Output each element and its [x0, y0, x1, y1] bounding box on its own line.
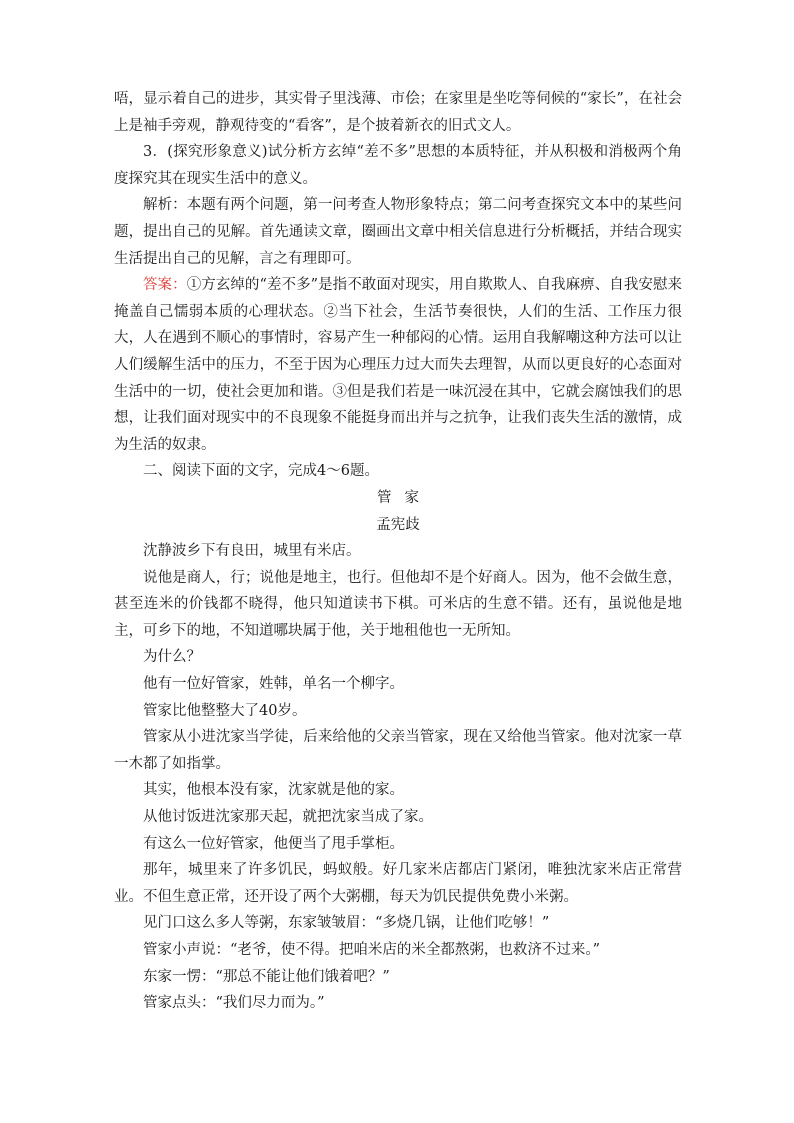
- question-3: 3．(探究形象意义)试分析方玄绰“差不多”思想的本质特征，并从积极和消极两个角度探究其在现实生活中的意义。: [114, 144, 682, 187]
- story-paragraph: 沈静波乡下有良田，城里有米店。: [143, 543, 361, 560]
- paragraph-continuation: 唔，显示着自己的进步，其实骨子里浅薄、市侩；在家里是坐吃等伺候的“家长”，在社会上是袖手旁观，静观待变的“看客”，是个披着新衣的旧式文人。: [114, 91, 682, 134]
- story-title-text: 管家: [376, 489, 433, 506]
- story-paragraph: 管家点头：“我们尽力而为。”: [143, 995, 325, 1012]
- story-paragraph: 见门口这么多人等粥，东家皱皱眉：“多烧几锅，让他们吃够！”: [143, 915, 550, 932]
- story-paragraph: 管家从小进沈家当学徒，后来给他的父亲当管家，现在又给他当管家。他对沈家一草一木都了如指掌。: [114, 729, 682, 772]
- document-body: [114, 86, 682, 1017]
- story-title: [114, 485, 682, 512]
- answer-paragraph: [114, 272, 682, 458]
- story-author: 孟宪歧: [376, 516, 420, 533]
- answer-label: 答案：: [143, 277, 187, 294]
- story-paragraph: 管家比他整整大了40岁。: [143, 702, 307, 719]
- section-instruction: 二、阅读下面的文字，完成4～6题。: [143, 463, 379, 480]
- story-paragraph: 其实，他根本没有家，沈家就是他的家。: [143, 782, 404, 799]
- analysis-paragraph: 解析：本题有两个问题，第一问考查人物形象特点；第二问考查探究文本中的某些问题，提出自己的见解。首先通读文章，圈画出文章中相关信息进行分析概括，并结合现实生活提出自己的见解，言之有理即可。: [114, 197, 682, 267]
- story-paragraph: 东家一愣：“那总不能让他们饿着吧？”: [143, 968, 390, 985]
- story-paragraph: 他有一位好管家，姓韩，单名一个柳字。: [143, 676, 404, 693]
- story-paragraph: 有这么一位好管家，他便当了甩手掌柜。: [143, 835, 404, 852]
- story-paragraph: 为什么？: [143, 649, 201, 666]
- story-paragraph: 从他讨饭进沈家那天起，就把沈家当成了家。: [143, 809, 433, 826]
- answer-text: ①方玄绰的“差不多”是指不敢面对现实，用自欺欺人、自我麻痹、自我安慰来掩盖自己懦弱本质的心理状态。②当下社会，生活节奏很快，人们的生活、工作压力很大，人在遇到不顺心的事情时，容易产生一种郁闷的心情。运用自我解嘲这种方法可以让人们缓解生活中的压力，不至于因为心理压力过大而失去理智，从而以更良好的心态面对生活中的一切，使社会更加和谐。③但是我们若是一味沉浸在其中，它就会腐蚀我们的思想，让我们面对现实中的不良现象不能挺身而出并与之抗争，让我们丧失生活的激情，成为生活的奴隶。: [114, 277, 683, 453]
- story-paragraph: 那年，城里来了许多饥民，蚂蚁般。好几家米店都店门紧闭，唯独沈家米店正常营业。不但生意正常，还开设了两个大粥棚，每天为饥民提供免费小米粥。: [114, 862, 682, 905]
- story-paragraph: 说他是商人，行；说他是地主，也行。但他却不是个好商人。因为，他不会做生意，甚至连米的价钱都不晓得，他只知道读书下棋。可米店的生意不错。还有，虽说他是地主，可乡下的地，不知道哪块属于他，关于地租他也一无所知。: [114, 569, 682, 639]
- story-paragraph: 管家小声说：“老爷，使不得。把咱米店的米全都熬粥，也救济不过来。”: [143, 942, 601, 958]
